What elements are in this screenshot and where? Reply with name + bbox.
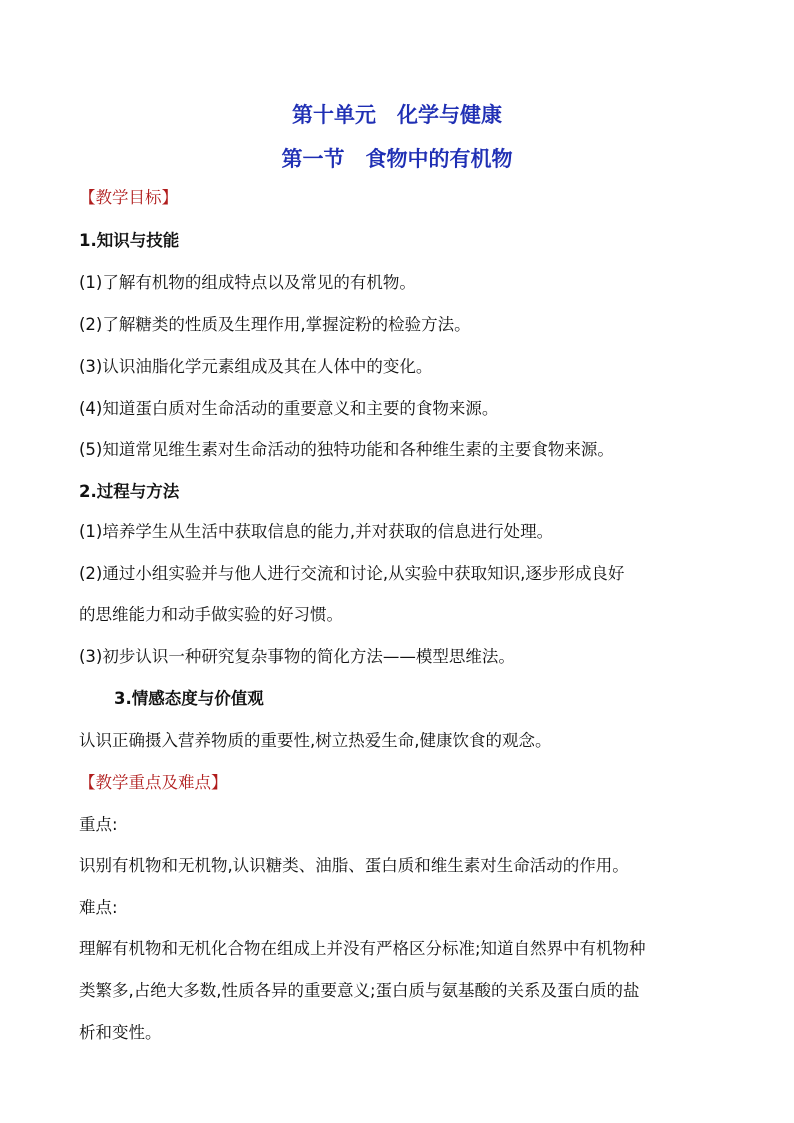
knowledge-item: (1)了解有机物的组成特点以及常见的有机物。 <box>79 273 416 292</box>
knowledge-heading: 1.知识与技能 <box>79 231 180 250</box>
section-title: 第一节 食物中的有机物 <box>281 147 513 171</box>
process-heading: 2.过程与方法 <box>79 482 180 501</box>
difficulty-line: 类繁多,占绝大多数,性质各异的重要意义;蛋白质与氨基酸的关系及蛋白质的盐 <box>79 981 640 1000</box>
knowledge-item: (5)知道常见维生素对生命活动的独特功能和各种维生素的主要食物来源。 <box>79 440 614 459</box>
difficulty-line: 理解有机物和无机化合物在组成上并没有严格区分标准;知道自然界中有机物种 <box>79 939 646 958</box>
attitude-heading: 3.情感态度与价值观 <box>114 689 264 708</box>
knowledge-item: (3)认识油脂化学元素组成及其在人体中的变化。 <box>79 357 433 376</box>
process-item-continuation: 的思维能力和动手做实验的好习惯。 <box>79 605 343 624</box>
process-item: (3)初步认识一种研究复杂事物的简化方法——模型思维法。 <box>79 647 515 666</box>
difficulty-label: 难点: <box>79 898 118 917</box>
focus-label: 重点: <box>79 815 118 834</box>
process-item: (1)培养学生从生活中获取信息的能力,并对获取的信息进行处理。 <box>79 522 554 541</box>
objectives-heading: 【教学目标】 <box>79 188 178 207</box>
attitude-text: 认识正确摄入营养物质的重要性,树立热爱生命,健康饮食的观念。 <box>79 731 552 750</box>
unit-title: 第十单元 化学与健康 <box>292 103 502 127</box>
knowledge-item: (4)知道蛋白质对生命活动的重要意义和主要的食物来源。 <box>79 399 499 418</box>
difficulty-line: 析和变性。 <box>79 1023 162 1042</box>
knowledge-item: (2)了解糖类的性质及生理作用,掌握淀粉的检验方法。 <box>79 315 471 334</box>
keypoints-heading: 【教学重点及难点】 <box>79 773 228 792</box>
focus-text: 识别有机物和无机物,认识糖类、油脂、蛋白质和维生素对生命活动的作用。 <box>79 856 629 875</box>
process-item: (2)通过小组实验并与他人进行交流和讨论,从实验中获取知识,逐步形成良好 <box>79 564 625 583</box>
